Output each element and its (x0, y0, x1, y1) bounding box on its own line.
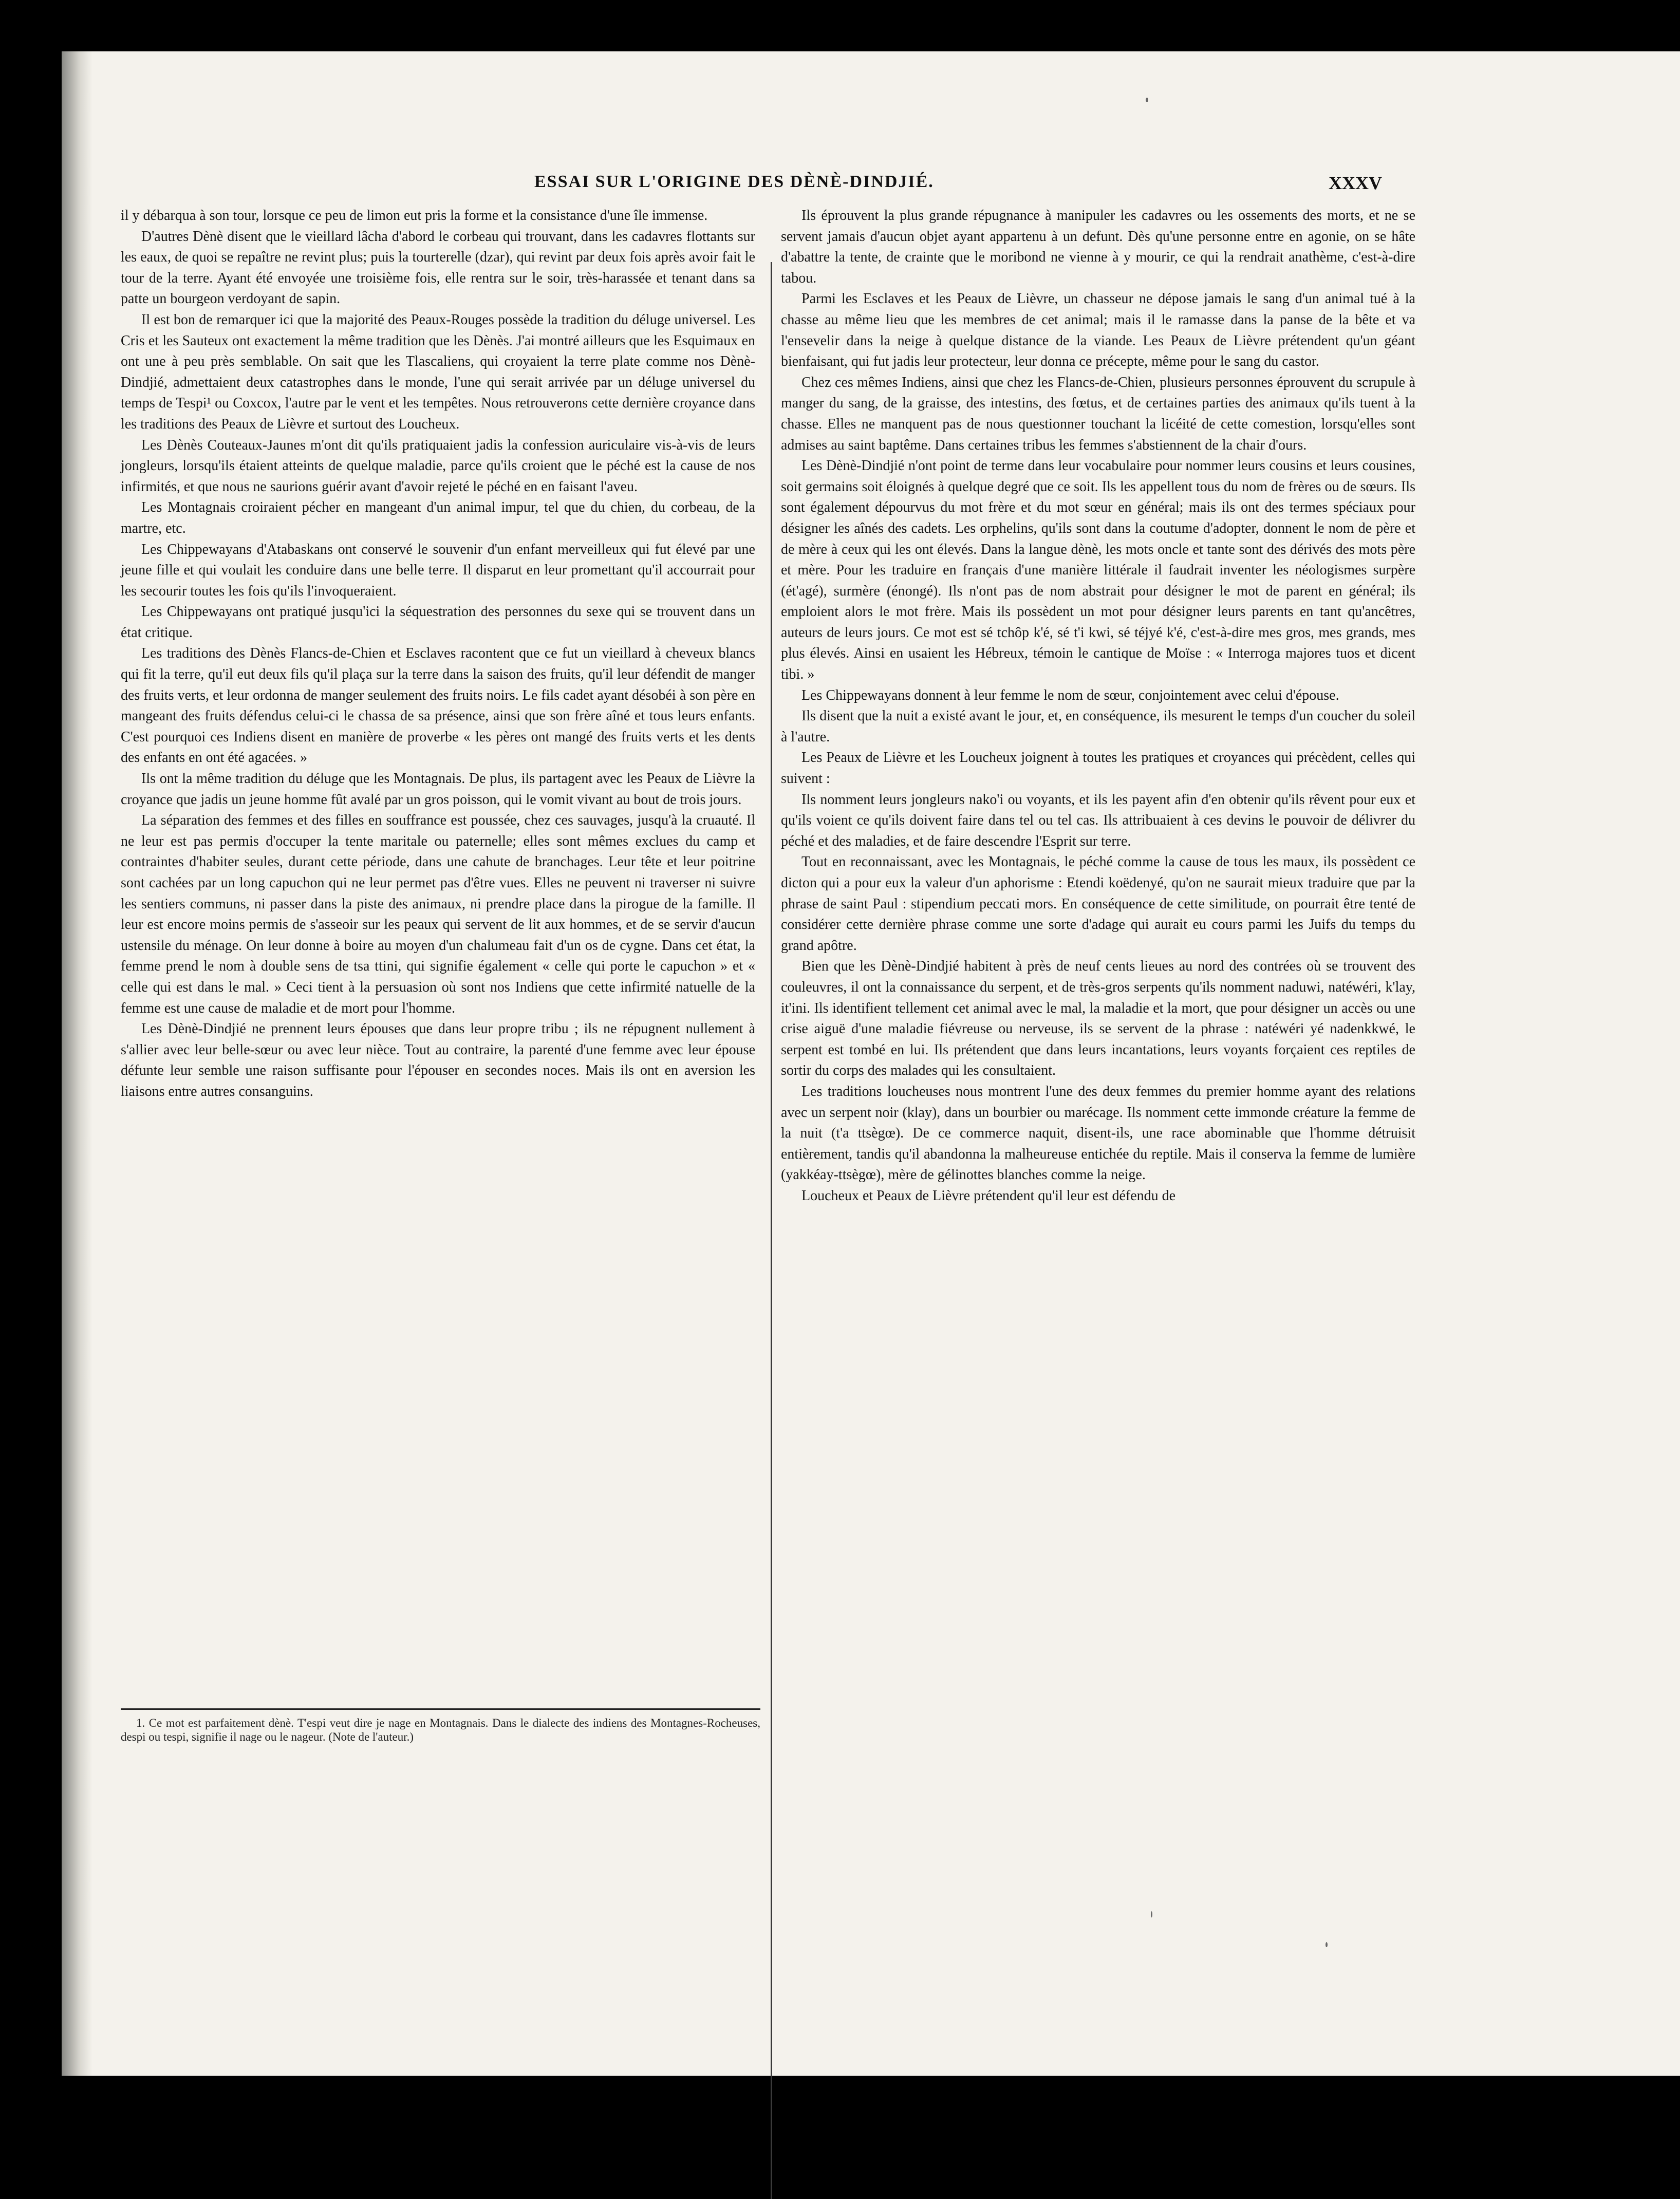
running-head (82, 172, 1382, 201)
paragraph: Ils nomment leurs jongleurs nako'i ou voyants, et ils les payent afin d'en obtenir qu'ils rêvent pour eux et qu'ils voient ce qu'ils doivent faire dans tel ou tel cas. Ils attribuaient à ces devins le pouvoir de délivrer du péché et des maladies, et de faire descendre l'Esprit sur terre. (781, 791, 1415, 849)
binding-shadow (62, 51, 92, 2076)
paragraph: Les Peaux de Lièvre et les Loucheux joignent à toutes les pratiques et croyances qui précèdent, celles qui suivent : (781, 750, 1415, 787)
paragraph: Les Chippewayans ont pratiqué jusqu'ici la séquestration des personnes du sexe qui se trouvent dans un état critique. (121, 604, 755, 641)
paragraph: Les Chippewayans donnent à leur femme le nom de sœur, conjointement avec celui d'épouse. (801, 687, 1339, 703)
left-column (121, 206, 755, 1103)
paragraph: Loucheux et Peaux de Lièvre prétendent qu'il leur est défendu de (801, 1187, 1176, 1204)
scan-speck (1326, 1942, 1328, 1947)
footnote: 1. Ce mot est parfaitement dènè. T'espi veut dire je nage en Montagnais. Dans le dialecte des indiens des Montagnes-Rocheuses, despi ou tespi, signifie il nage ou le nageur. (Note de l'auteur.) (121, 1717, 760, 1743)
scan-speck (1146, 98, 1148, 102)
running-title: ESSAI SUR L'ORIGINE DES DÈNÈ-DINDJIÉ. (534, 172, 934, 191)
paragraph: Les Montagnais croiraient pécher en mangeant d'un animal impur, tel que du chien, du corbeau, de la martre, etc. (121, 499, 755, 536)
paragraph: Parmi les Esclaves et les Peaux de Lièvre, un chasseur ne dépose jamais le sang d'un animal tué à la chasse au même lieu que les membres de cet animal; mais il le ramasse dans la panse de la bête et va l'ensevelir dans la neige à quelque distance de la viande. Les Peaux de Lièvre prétendent qu'un géant bienfaisant, qui fut jadis leur protecteur, leur donna ce précepte, même pour le sang du castor. (781, 291, 1415, 370)
scan-speck (1151, 1911, 1152, 1917)
paragraph: Les Dènè-Dindjié n'ont point de terme dans leur vocabulaire pour nommer leurs cousins et leurs cousines, soit germains soit éloignés à quelque degré que ce soit. Ils les appellent tous du nom de frères ou de sœurs. Ils sont également dépourvus du mot frère et du mot sœur en général; mais ils ont des termes spéciaux pour désigner les aînés des cadets. Les orphelins, qu'ils sont dans la coutume d'adopter, donnent le nom de père et de mère à ceux qui les ont élevés. Dans la langue dènè, les mots oncle et tante sont des dérivés des mots père et mère. Pour les traduire en français d'une manière littérale il faudrait inventer les néologismes surpère (ét'agé), surmère (énongé). Ils n'ont pas de nom abstrait pour désigner le mot de parent en général; ils emploient alors le mot frère. Mais ils possèdent un mot pour désigner leurs parents en tant qu'ancêtres, auteurs de leurs jours. Ce mot est sé tchôp k'é, sé t'i kwi, sé téjyé k'é, c'est-à-dire mes gros, mes grands, mes plus élevés. Ainsi en usaient les Hébreux, témoin le cantique de Moïse : « Interroga majores tuos et dicent tibi. » (781, 458, 1415, 683)
paragraph: Les Dènè-Dindjié ne prennent leurs épouses que dans leur propre tribu ; ils ne répugnent nullement à s'allier avec leur belle-sœur ou avec leur nièce. Tout au contraire, la parenté d'une femme avec leur épouse défunte leur semble une raison suffisante pour l'épouser en secondes noces. Mais ils ont en aversion les liaisons entre autres consanguins. (121, 1021, 755, 1100)
paragraph: Ils ont la même tradition du déluge que les Montagnais. De plus, ils partagent avec les Peaux de Lièvre la croyance que jadis un jeune homme fût avalé par un gros poisson, qui le vomit vivant au bout de trois jours. (121, 771, 755, 808)
paragraph: Bien que les Dènè-Dindjié habitent à près de neuf cents lieues au nord des contrées où se trouvent des couleuvres, il ont la connaissance du serpent, et de très-gros serpents qu'ils nomment naduwi, natéwéri, k'lay, it'ini. Ils identifient tellement cet animal avec le mal, la maladie et la mort, que pour désigner un accès ou une crise aiguë d'une maladie fiévreuse ou nerveuse, ils se servent de la phrase : natéwéri yé nadenkkwé, le serpent est tombé en lui. Ils prétendent que dans leurs incantations, leurs voyants forçaient ces reptiles de sortir du corps des malades qui les consultaient. (781, 958, 1415, 1079)
paragraph: Chez ces mêmes Indiens, ainsi que chez les Flancs-de-Chien, plusieurs personnes éprouvent du scrupule à manger du sang, de la graisse, des intestins, des fœtus, et de certaines parties des animaux qu'ils tuent à la chasse. Elles ne manquent pas de nous questionner touchant la licéité de cette comestion, lorsqu'elles sont admises au saint baptême. Dans certaines tribus les femmes s'abstiennent de la chair d'ours. (781, 374, 1415, 453)
paragraph: Ils éprouvent la plus grande répugnance à manipuler les cadavres ou les ossements des morts, et ne se servent jamais d'aucun objet ayant appartenu à un defunt. Dès qu'une personne entre en agonie, on se hâte d'abattre la tente, de crainte que le moribond ne vienne à y mourir, ce qui la rendrait anathème, c'est-à-dire tabou. (781, 208, 1415, 286)
paragraph: D'autres Dènè disent que le vieillard lâcha d'abord le corbeau qui trouvant, dans les cadavres flottants sur les eaux, de quoi se repaître ne revint plus; puis la tourterelle (dzar), qui revint par deux fois après avoir fait le tour de la terre. Ayant été envoyée une troisième fois, elle rentra sur le soir, très-harassée et tenant dans sa patte un bourgeon verdoyant de sapin. (121, 228, 755, 307)
paragraph: Les traditions loucheuses nous montrent l'une des deux femmes du premier homme ayant des relations avec un serpent noir (klay), dans un bourbier ou marécage. Ils nomment cette immonde créature la femme de la nuit (t'a ttsègœ). De ce commerce naquit, disent-ils, une race abominable que l'homme détruisit entièrement, tandis qu'il abandonna la malheureuse entichée du reptile. Mais il conserva la femme de lumière (yakkéay-ttsègœ), mère de gélinottes blanches comme la neige. (781, 1083, 1415, 1183)
paragraph: Les Dènès Couteaux-Jaunes m'ont dit qu'ils pratiquaient jadis la confession auriculaire vis-à-vis de leurs jongleurs, lorsqu'ils étaient atteints de quelque maladie, parce qu'ils croient que le péché est la cause de nos infirmités, et que nous ne saurions guérir avant d'avoir rejeté le péché en en faisant l'aveu. (121, 437, 755, 495)
right-column (781, 206, 1415, 1207)
paragraph: Il est bon de remarquer ici que la majorité des Peaux-Rouges possède la tradition du déluge universel. Les Cris et les Sauteux ont exactement la même tradition que les Dènès. J'ai montré ailleurs que les Esquimaux en ont une à peu près semblable. On sait que les Tlascaliens, qui croyaient la terre plate comme nos Dènè-Dindjié, admettaient deux catastrophes dans le monde, l'une qui serait arrivée par un déluge universel du temps de Tespi¹ ou Coxcox, l'autre par le vent et les tempêtes. Nous retrouverons cette dernière croyance dans les traditions des Peaux de Lièvre et surtout des Loucheux. (121, 311, 755, 432)
footnote-rule (121, 1708, 760, 1710)
paragraph: Tout en reconnaissant, avec les Montagnais, le péché comme la cause de tous les maux, ils possèdent ce dicton qui a pour eux la valeur d'un aphorisme : Etendi koëdenyé, qu'on ne saurait mieux traduire que par la phrase de saint Paul : stipendium peccati mors. En conséquence de cette similitude, on pourrait être tenté de considérer cette dernière phrase comme une sorte d'adage qui aurait eu cours parmi les Juifs du temps du grand apôtre. (781, 854, 1415, 954)
paragraph: Les traditions des Dènès Flancs-de-Chien et Esclaves racontent que ce fut un vieillard à cheveux blancs qui fit la terre, qu'il eut deux fils qu'il plaça sur la terre dans la saison des fruits, qu'il leur défendit de manger des fruits verts, et leur ordonna de manger seulement des fruits noirs. Le fils cadet ayant désobéi à son père en mangeant des fruits défendus celui-ci le chassa de sa présence, ainsi que son frère aîné et tous leurs enfants. C'est pourquoi ces Indiens disent en manière de proverbe « les pères ont mangé des fruits verts et les dents des enfants en ont été agacées. » (121, 645, 755, 766)
column-rule (771, 262, 772, 2199)
paragraph: Ils disent que la nuit a existé avant le jour, et, en conséquence, ils mesurent le temps d'un coucher du soleil à l'autre. (781, 708, 1415, 745)
paragraph: La séparation des femmes et des filles en souffrance est poussée, chez ces sauvages, jusqu'à la cruauté. Il ne leur est pas permis d'occuper la tente maritale ou paternelle; elles sont mêmes exclues du camp et contraintes d'habiter seules, durant cette période, dans une cahute de branchages. Leur tête et leur poitrine sont cachées par un long capuchon qui ne leur permet pas d'être vues. Elles ne peuvent ni traverser ni suivre les sentiers communs, ni passer dans la piste des animaux, ni prendre place dans la pirogue de la famille. Il leur est encore moins permis de s'asseoir sur les peaux qui servent de lit aux hommes, et de se servir d'aucun ustensile du ménage. On leur donne à boire au moyen d'un chalumeau fait d'un os de cygne. Dans cet état, la femme prend le nom à double sens de tsa ttini, qui signifie également « celle qui porte le capuchon » et « celle qui est dans le mal. » Ceci tient à la persuasion où sont nos Indiens que cette infirmité natuelle de la femme est une cause de maladie et de mort pour l'homme. (121, 812, 755, 1016)
paragraph: il y débarqua à son tour, lorsque ce peu de limon eut pris la forme et la consistance d'une île immense. (121, 208, 708, 223)
paragraph: Les Chippewayans d'Atabaskans ont conservé le souvenir d'un enfant merveilleux qui fut élevé par une jeune fille et qui voulait les conduire dans une belle terre. Il disparut en leur promettant qu'il accourrait pour les secourir toutes les fois qu'ils l'invoqueraient. (121, 541, 755, 599)
page-number: XXXV (1329, 173, 1382, 193)
